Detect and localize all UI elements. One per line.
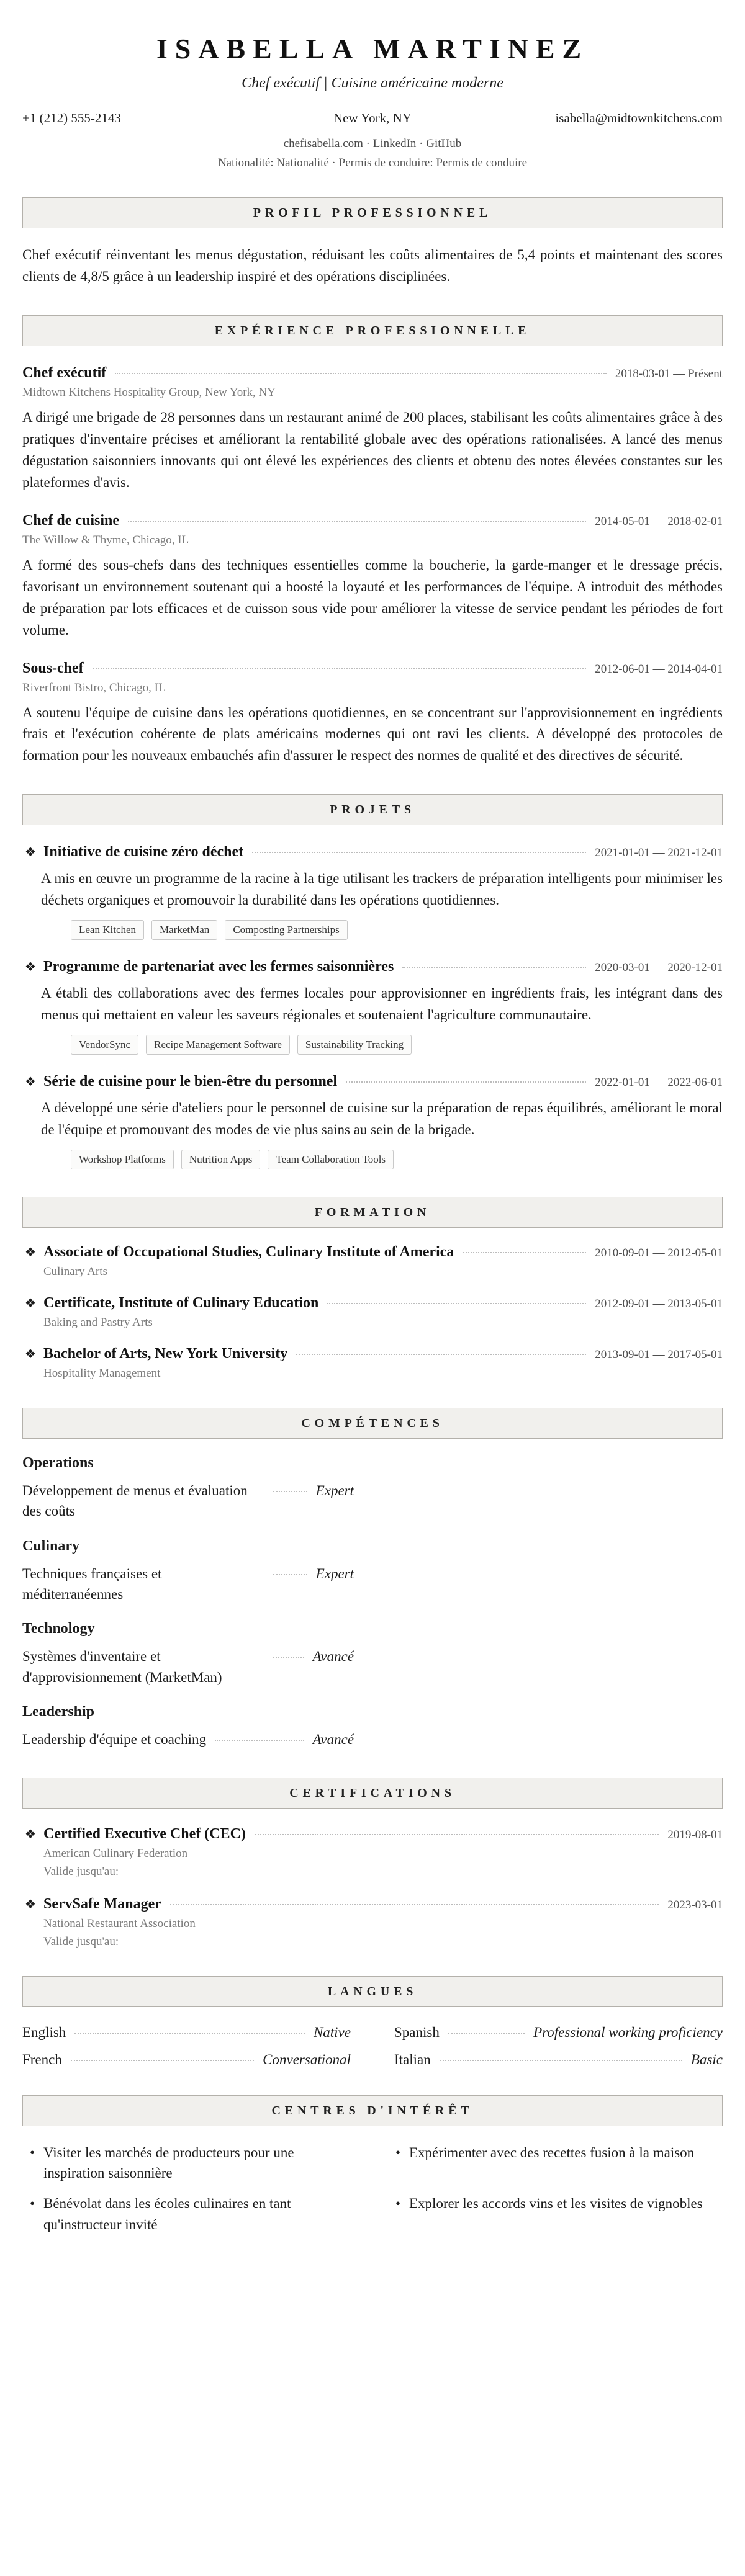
education-item xyxy=(22,1244,723,1279)
skill-name: Techniques françaises et méditerranéennes xyxy=(22,1565,162,1603)
language-name: English xyxy=(22,2024,66,2040)
experience-title-row xyxy=(22,365,723,382)
diamond-bullet-icon: ❖ xyxy=(25,1074,36,1089)
section-title-certifications: CERTIFICATIONS xyxy=(22,1778,723,1809)
language-level: Basic xyxy=(690,2051,723,2067)
diamond-bullet-icon: ❖ xyxy=(25,1295,36,1311)
education-title-row xyxy=(22,1244,723,1261)
project-tags xyxy=(71,1150,723,1169)
tag-chip: Composting Partnerships xyxy=(225,920,347,940)
job-description: A dirigé une brigade de 28 personnes dans un restaurant animé de 200 places, stabilisant les coûts alimentaires grâce à des pratiques d'inventaire précises et améliorant la rentabilité globale avec des opérations rationalisées. A lancé des menus dégustation saisonniers innovants qui ont élevé les expériences des clients et obtenu des notes élevées constantes sur les plateformes d'avis. xyxy=(22,409,723,490)
diamond-bullet-icon: ❖ xyxy=(25,1896,36,1912)
skill-level: Avancé xyxy=(312,1648,354,1665)
section-title-profile: PROFIL PROFESSIONNEL xyxy=(22,197,723,228)
tag-chip: Team Collaboration Tools xyxy=(268,1150,394,1169)
section-certifications xyxy=(22,1778,723,1949)
project-dates: 2020-03-01 — 2020-12-01 xyxy=(595,961,723,975)
certification-date: 2023-03-01 xyxy=(667,1898,723,1912)
skill-grid xyxy=(22,1480,723,1522)
dotted-leader xyxy=(296,1354,586,1355)
profile-text: Chef exécutif réinventant les menus dégustation, réduisant les coûts alimentaires de 5,4 points et maintenant des scores clients de 4,8/5 grâce à un leadership inspiré et des opérations disciplinées. xyxy=(22,247,723,284)
project-tags xyxy=(71,1035,723,1055)
certification-date: 2019-08-01 xyxy=(667,1828,723,1841)
education-dates: 2012-09-01 — 2013-05-01 xyxy=(595,1297,723,1311)
project-item xyxy=(22,844,723,940)
certification-name: Certified Executive Chef (CEC) xyxy=(43,1825,246,1842)
contact-row xyxy=(22,110,723,126)
language-grid xyxy=(22,2024,723,2068)
job-dates: 2014-05-01 — 2018-02-01 xyxy=(595,514,723,528)
skill-grid xyxy=(22,1563,723,1605)
section-languages xyxy=(22,1976,723,2068)
skill-category: Culinary xyxy=(22,1537,80,1554)
certification-item xyxy=(22,1826,723,1879)
phone-text: +1 (212) 555-2143 xyxy=(22,110,121,125)
skill-level: Avancé xyxy=(312,1732,354,1748)
job-description: A soutenu l'équipe de cuisine dans les opérations quotidiennes, en se concentrant sur l'approvisionnement en ingrédients frais et l'exécution cohérente de plats américains modernes qui ont ravi les clients. A développé des protocoles de formation pour les nouveaux embauchés afin d'assurer le respect des normes de qualité et des directives de sécurité. xyxy=(22,704,723,764)
project-name: Série de cuisine pour le bien-être du personnel xyxy=(43,1073,338,1090)
dotted-leader xyxy=(273,1574,307,1575)
dotted-leader xyxy=(255,1834,659,1835)
section-education xyxy=(22,1197,723,1380)
job-description: A formé des sous-chefs dans des techniques essentielles comme la boucherie, la garde-manger et le dressage précis, favorisant un environnement soutenant qui a boosté la loyauté et les performances de l'équipe. A introduit des méthodes de préparation par lots efficaces et de cuisson sous vide pour améliorer la vitesse de service pendant les périodes de fort volume. xyxy=(22,557,723,638)
project-description: A établi des collaborations avec des fermes locales pour approvisionner en ingrédients frais, les intégrant dans des menus qui mettaient en valeur les saveurs régionales et soutenaient l'agriculture communautaire. xyxy=(41,985,723,1023)
experience-item xyxy=(22,512,723,642)
job-company: The Willow & Thyme, Chicago, IL xyxy=(22,533,189,547)
language-name: Spanish xyxy=(394,2024,440,2040)
dotted-leader xyxy=(74,2033,305,2034)
project-title-row xyxy=(22,1073,723,1090)
certification-item xyxy=(22,1896,723,1949)
dotted-leader xyxy=(402,967,586,968)
skill-group xyxy=(22,1621,723,1688)
job-dates: 2012-06-01 — 2014-04-01 xyxy=(595,662,723,676)
project-tags xyxy=(71,920,723,940)
education-item xyxy=(22,1295,723,1330)
skill-grid-spacer xyxy=(391,1480,723,1522)
certification-issuer: National Restaurant Association xyxy=(43,1916,196,1930)
skill-category: Technology xyxy=(22,1621,95,1637)
dotted-leader xyxy=(128,521,586,522)
project-description: A mis en œuvre un programme de la racine à la tige utilisant les trackers de préparation intelligents pour minimiser les déchets organiques et promouvoir la durabilité dans les opérations quotidiennes. xyxy=(41,870,723,908)
education-field: Culinary Arts xyxy=(43,1265,107,1279)
interest-item: • Visiter les marchés de producteurs pour une inspiration saisonnière xyxy=(22,2142,357,2184)
education-title-row xyxy=(22,1346,723,1362)
dotted-leader xyxy=(463,1252,586,1253)
section-title-education: FORMATION xyxy=(22,1197,723,1228)
skill-group xyxy=(22,1538,723,1605)
tag-chip: Recipe Management Software xyxy=(146,1035,290,1055)
dotted-leader xyxy=(71,2060,254,2061)
project-title-row xyxy=(22,844,723,861)
personal-details-row: Nationalité: Nationalité · Permis de conduire: Permis de conduire xyxy=(217,156,528,169)
dotted-leader xyxy=(448,2033,525,2034)
education-dates: 2010-09-01 — 2012-05-01 xyxy=(595,1246,723,1260)
project-description: A développé une série d'ateliers pour le personnel de cuisine sur la préparation de repas équilibrés, améliorant le moral de l'équipe et promouvant des modes de vie plus sains au sein de la brigade. xyxy=(41,1100,723,1138)
section-interests xyxy=(22,2095,723,2245)
skill-level: Expert xyxy=(315,1483,354,1499)
dotted-leader xyxy=(115,373,607,374)
diamond-bullet-icon: ❖ xyxy=(25,1245,36,1260)
skill-grid-spacer xyxy=(391,1563,723,1605)
certification-valid-until: Valide jusqu'au: xyxy=(43,1934,119,1948)
section-title-experience: EXPÉRIENCE PROFESSIONNELLE xyxy=(22,315,723,346)
section-title-projects: PROJETS xyxy=(22,794,723,825)
language-level: Professional working proficiency xyxy=(533,2024,723,2040)
section-title-skills: COMPÉTENCES xyxy=(22,1408,723,1439)
interest-item: • Bénévolat dans les écoles culinaires en tant qu'instructeur invité xyxy=(22,2193,357,2235)
experience-title-row xyxy=(22,660,723,677)
project-name: Programme de partenariat avec les fermes saisonnières xyxy=(43,959,394,975)
email-link[interactable]: isabella@midtownkitchens.com xyxy=(555,110,723,125)
tag-chip: Sustainability Tracking xyxy=(297,1035,412,1055)
skill-row xyxy=(22,1563,354,1605)
experience-item xyxy=(22,660,723,767)
interest-item: • Expérimenter avec des recettes fusion à la maison xyxy=(388,2142,723,2184)
dotted-leader xyxy=(346,1081,586,1083)
education-title-row xyxy=(22,1295,723,1312)
interest-item: • Explorer les accords vins et les visites de vignobles xyxy=(388,2193,723,2235)
degree-name: Certificate, Institute of Culinary Education xyxy=(43,1295,319,1312)
dotted-leader xyxy=(327,1303,586,1304)
section-experience xyxy=(22,315,723,767)
diamond-bullet-icon: ❖ xyxy=(25,1346,36,1362)
skill-grid xyxy=(22,1646,723,1688)
skill-name: Développement de menus et évaluation des coûts xyxy=(22,1483,248,1519)
skill-group xyxy=(22,1455,723,1522)
skill-grid-spacer xyxy=(391,1646,723,1688)
job-role: Chef de cuisine xyxy=(22,512,119,529)
dotted-leader xyxy=(440,2060,682,2061)
skill-row xyxy=(22,1646,354,1688)
dotted-leader xyxy=(170,1904,659,1905)
tag-chip: Workshop Platforms xyxy=(71,1150,174,1169)
skill-category: Operations xyxy=(22,1455,94,1472)
job-company: Riverfront Bistro, Chicago, IL xyxy=(22,681,166,694)
skill-row xyxy=(22,1729,354,1750)
degree-name: Bachelor of Arts, New York University xyxy=(43,1346,288,1362)
skill-row xyxy=(22,1480,354,1522)
website-links[interactable]: chefisabella.com · LinkedIn · GitHub xyxy=(283,137,462,150)
language-item xyxy=(22,2052,351,2068)
certification-issuer: American Culinary Federation xyxy=(43,1846,188,1860)
skill-group xyxy=(22,1704,723,1750)
project-title-row xyxy=(22,959,723,975)
project-dates: 2022-01-01 — 2022-06-01 xyxy=(595,1076,723,1089)
project-item xyxy=(22,959,723,1055)
tag-chip: Nutrition Apps xyxy=(181,1150,261,1169)
project-dates: 2021-01-01 — 2021-12-01 xyxy=(595,846,723,860)
skill-grid xyxy=(22,1729,723,1750)
tag-chip: VendorSync xyxy=(71,1035,138,1055)
language-level: Native xyxy=(313,2024,351,2040)
language-name: French xyxy=(22,2051,62,2067)
skill-category: Leadership xyxy=(22,1704,95,1720)
language-item xyxy=(22,2024,351,2041)
section-projects xyxy=(22,794,723,1169)
certification-name: ServSafe Manager xyxy=(43,1895,161,1912)
skill-name: Leadership d'équipe et coaching xyxy=(22,1732,206,1748)
resume-name: ISABELLA MARTINEZ xyxy=(156,33,589,65)
language-level: Conversational xyxy=(263,2051,351,2067)
resume-header xyxy=(22,32,723,170)
job-role: Sous-chef xyxy=(22,660,84,676)
education-item xyxy=(22,1346,723,1380)
language-name: Italian xyxy=(394,2051,431,2067)
project-name: Initiative de cuisine zéro déchet xyxy=(43,844,244,861)
job-company: Midtown Kitchens Hospitality Group, New York, NY xyxy=(22,385,276,399)
degree-name: Associate of Occupational Studies, Culinary Institute of America xyxy=(43,1244,454,1261)
experience-item xyxy=(22,365,723,494)
experience-title-row xyxy=(22,512,723,529)
language-item xyxy=(394,2024,723,2041)
education-field: Baking and Pastry Arts xyxy=(43,1316,153,1330)
section-title-interests: CENTRES D'INTÉRÊT xyxy=(22,2095,723,2126)
diamond-bullet-icon: ❖ xyxy=(25,959,36,975)
diamond-bullet-icon: ❖ xyxy=(25,844,36,860)
certification-title-row xyxy=(22,1896,723,1913)
tag-chip: Lean Kitchen xyxy=(71,920,144,940)
dotted-leader xyxy=(215,1740,304,1741)
education-field: Hospitality Management xyxy=(43,1367,161,1380)
dotted-leader xyxy=(93,668,587,669)
language-item xyxy=(394,2052,723,2068)
dotted-leader xyxy=(273,1657,304,1658)
skill-grid-spacer xyxy=(391,1729,723,1750)
job-role: Chef exécutif xyxy=(22,364,107,381)
skill-name: Systèmes d'inventaire et d'approvisionnement (MarketMan) xyxy=(22,1648,222,1685)
project-item xyxy=(22,1073,723,1169)
location-text: New York, NY xyxy=(333,110,412,125)
dotted-leader xyxy=(273,1491,307,1492)
section-title-languages: LANGUES xyxy=(22,1976,723,2007)
interest-list xyxy=(22,2142,723,2245)
education-dates: 2013-09-01 — 2017-05-01 xyxy=(595,1348,723,1362)
resume-subtitle: Chef exécutif | Cuisine américaine moderne xyxy=(242,75,503,91)
certification-title-row xyxy=(22,1826,723,1843)
job-dates: 2018-03-01 — Présent xyxy=(615,367,723,380)
dotted-leader xyxy=(252,852,586,853)
section-profile xyxy=(22,197,723,288)
diamond-bullet-icon: ❖ xyxy=(25,1826,36,1841)
tag-chip: MarketMan xyxy=(151,920,217,940)
section-skills xyxy=(22,1408,723,1750)
certification-valid-until: Valide jusqu'au: xyxy=(43,1864,119,1878)
skill-level: Expert xyxy=(315,1565,354,1581)
